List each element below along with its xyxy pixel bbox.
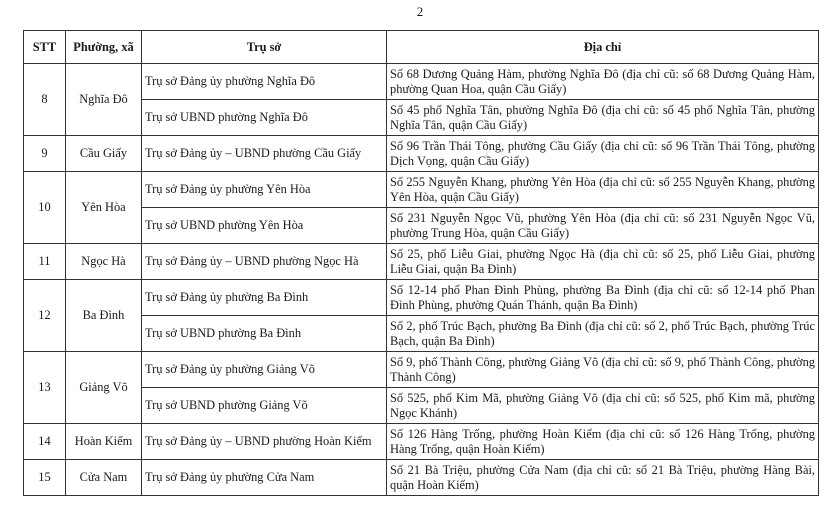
cell-address: Số 9, phố Thành Công, phường Giảng Võ (địa chỉ cũ: số 9, phố Thành Công, phường Thành Công): [387, 352, 819, 388]
cell-office: Trụ sở UBND phường Nghĩa Đô: [142, 100, 387, 136]
table-row: [24, 208, 819, 244]
cell-stt: 10: [24, 172, 66, 244]
cell-stt: 9: [24, 136, 66, 172]
table-row: [24, 244, 819, 280]
cell-address: Số 45 phố Nghĩa Tân, phường Nghĩa Đô (địa chỉ cũ: số 45 phố Nghĩa Tân, phường Nghĩa Tân, quận Cầu Giấy): [387, 100, 819, 136]
cell-office: Trụ sở Đảng ủy – UBND phường Ngọc Hà: [142, 244, 387, 280]
cell-ward: Ngọc Hà: [66, 244, 142, 280]
cell-address: Số 126 Hàng Trống, phường Hoàn Kiếm (địa chỉ cũ: số 126 Hàng Trống, phường Hàng Trống, quận Hoàn Kiếm): [387, 424, 819, 460]
cell-stt: 15: [24, 460, 66, 496]
cell-office: Trụ sở Đảng ủy – UBND phường Cầu Giấy: [142, 136, 387, 172]
cell-address: Số 96 Trần Thái Tông, phường Cầu Giấy (địa chỉ cũ: số 96 Trần Thái Tông, phường Dịch Vọng, quận Cầu Giấy): [387, 136, 819, 172]
table-header-row: [24, 31, 819, 64]
cell-office: Trụ sở UBND phường Giảng Võ: [142, 388, 387, 424]
table-body: [24, 64, 819, 496]
cell-address: Số 68 Dương Quảng Hàm, phường Nghĩa Đô (địa chỉ cũ: số 68 Dương Quảng Hàm, phường Quan Hoa, quận Cầu Giấy): [387, 64, 819, 100]
cell-ward: Cầu Giấy: [66, 136, 142, 172]
header-stt: STT: [24, 31, 66, 64]
cell-stt: 12: [24, 280, 66, 352]
header-ward: Phường, xã: [66, 31, 142, 64]
cell-ward: Hoàn Kiếm: [66, 424, 142, 460]
cell-address: Số 2, phố Trúc Bạch, phường Ba Đình (địa chỉ cũ: số 2, phố Trúc Bạch, phường Trúc Bạch, quận Ba Đình): [387, 316, 819, 352]
table-row: [24, 64, 819, 100]
cell-ward: Cửa Nam: [66, 460, 142, 496]
cell-ward: Yên Hòa: [66, 172, 142, 244]
table-row: [24, 172, 819, 208]
cell-stt: 14: [24, 424, 66, 460]
cell-office: Trụ sở Đảng ủy phường Giảng Võ: [142, 352, 387, 388]
cell-stt: 11: [24, 244, 66, 280]
header-office: Trụ sở: [142, 31, 387, 64]
table-row: [24, 100, 819, 136]
office-address-table: [23, 30, 819, 496]
cell-stt: 8: [24, 64, 66, 136]
table-row: [24, 424, 819, 460]
cell-office: Trụ sở UBND phường Yên Hòa: [142, 208, 387, 244]
cell-address: Số 231 Nguyễn Ngọc Vũ, phường Yên Hòa (địa chỉ cũ: số 231 Nguyễn Ngọc Vũ, phường Trung Hòa, quận Cầu Giấy): [387, 208, 819, 244]
table-row: [24, 460, 819, 496]
table-row: [24, 136, 819, 172]
cell-office: Trụ sở Đảng ủy phường Ba Đình: [142, 280, 387, 316]
cell-stt: 13: [24, 352, 66, 424]
cell-address: Số 25, phố Liễu Giai, phường Ngọc Hà (địa chỉ cũ: số 25, phố Liễu Giai, phường Liễu Giai, quận Ba Đình): [387, 244, 819, 280]
table-row: [24, 316, 819, 352]
cell-ward: Giảng Võ: [66, 352, 142, 424]
page-number: 2: [416, 4, 424, 19]
cell-office: Trụ sở UBND phường Ba Đình: [142, 316, 387, 352]
cell-office: Trụ sở Đảng ủy – UBND phường Hoàn Kiếm: [142, 424, 387, 460]
table-row: [24, 388, 819, 424]
cell-address: Số 21 Bà Triệu, phường Cửa Nam (địa chỉ cũ: số 21 Bà Triệu, phường Hàng Bài, quận Hoàn Kiếm): [387, 460, 819, 496]
cell-address: Số 525, phố Kim Mã, phường Giảng Võ (địa chỉ cũ: số 525, phố Kim mã, phường Ngọc Khánh): [387, 388, 819, 424]
cell-address: Số 12-14 phố Phan Đình Phùng, phường Ba Đình (địa chỉ cũ: số 12-14 phố Phan Đình Phùng, phường Quán Thánh, quận Ba Đình): [387, 280, 819, 316]
cell-ward: Ba Đình: [66, 280, 142, 352]
cell-ward: Nghĩa Đô: [66, 64, 142, 136]
cell-office: Trụ sở Đảng ủy phường Yên Hòa: [142, 172, 387, 208]
cell-office: Trụ sở Đảng ủy phường Cửa Nam: [142, 460, 387, 496]
cell-office: Trụ sở Đảng ủy phường Nghĩa Đô: [142, 64, 387, 100]
header-address: Địa chỉ: [387, 31, 819, 64]
table-row: [24, 352, 819, 388]
cell-address: Số 255 Nguyễn Khang, phường Yên Hòa (địa chỉ cũ: số 255 Nguyễn Khang, phường Yên Hòa, quận Cầu Giấy): [387, 172, 819, 208]
table-row: [24, 280, 819, 316]
